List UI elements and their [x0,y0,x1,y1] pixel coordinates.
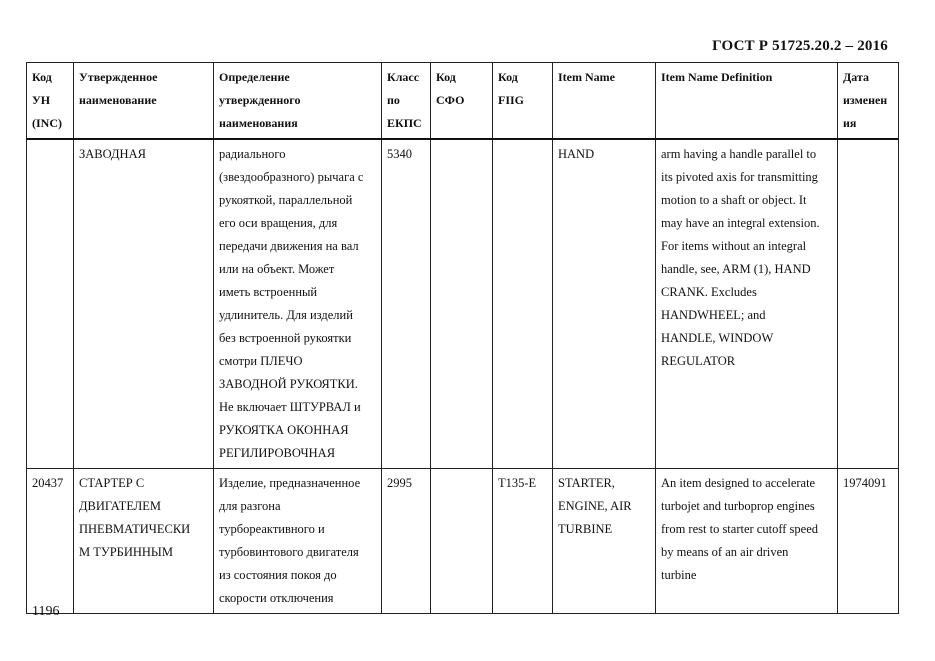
cell-change-date: 1974091 [838,469,899,614]
col-header-inc: Код УН (INC) [27,63,74,140]
cell-item-definition: An item designed to accelerate turbojet and turboprop engines from rest to starter cutoff speed by means of an air driven turbine [656,469,838,614]
col-header-sfo-code: Код СФО [431,63,493,140]
table-row [27,469,899,614]
cell-item-definition: arm having a handle parallel to its pivoted axis for transmitting motion to a shaft or object. It may have an integral extension. For items without an integral handle, see, ARM (1), HAND CRANK. Excludes HANDWHEEL; and HANDLE, WINDOW REGULATOR [656,139,838,469]
col-header-change-date: Дата изменен ия [838,63,899,140]
cell-approved-name: СТАРТЕР С ДВИГАТЕЛЕМ ПНЕВМАТИЧЕСКИ М ТУРБИННЫМ [74,469,214,614]
cell-class: 5340 [382,139,431,469]
cell-definition: радиального (звездообразного) рычага с рукояткой, параллельной его оси вращения, для передачи движения на вал или на объект. Может иметь встроенный удлинитель. Для изделий без встроенной рукоятки смотри ПЛЕЧО ЗАВОДНОЙ РУКОЯТКИ. Не включает ШТУРВАЛ и РУКОЯТКА ОКОННАЯ РЕГИЛИРОВОЧНАЯ [214,139,382,469]
col-header-item-definition: Item Name Definition [656,63,838,140]
header-row [27,63,899,140]
col-header-definition: Определение утвержденного наименования [214,63,382,140]
cell-item-name: HAND [553,139,656,469]
cell-class: 2995 [382,469,431,614]
col-header-fiig-code: Код FIIG [493,63,553,140]
cell-fiig-code: T135-E [493,469,553,614]
cell-definition: Изделие, предназначенное для разгона турбореактивного и турбовинтового двигателя из состояния покоя до скорости отключения [214,469,382,614]
table-row [27,139,899,469]
col-header-class: Класс по ЕКПС [382,63,431,140]
cell-sfo-code [431,139,493,469]
cell-inc [27,139,74,469]
cell-inc: 20437 [27,469,74,614]
col-header-approved-name: Утвержденное наименование [74,63,214,140]
nomenclature-table [26,62,899,614]
cell-fiig-code [493,139,553,469]
cell-approved-name: ЗАВОДНАЯ [74,139,214,469]
document-title: ГОСТ Р 51725.20.2 – 2016 [712,38,888,54]
page-number: 1196 [32,604,60,619]
col-header-item-name: Item Name [553,63,656,140]
cell-sfo-code [431,469,493,614]
cell-change-date [838,139,899,469]
cell-item-name: STARTER, ENGINE, AIR TURBINE [553,469,656,614]
